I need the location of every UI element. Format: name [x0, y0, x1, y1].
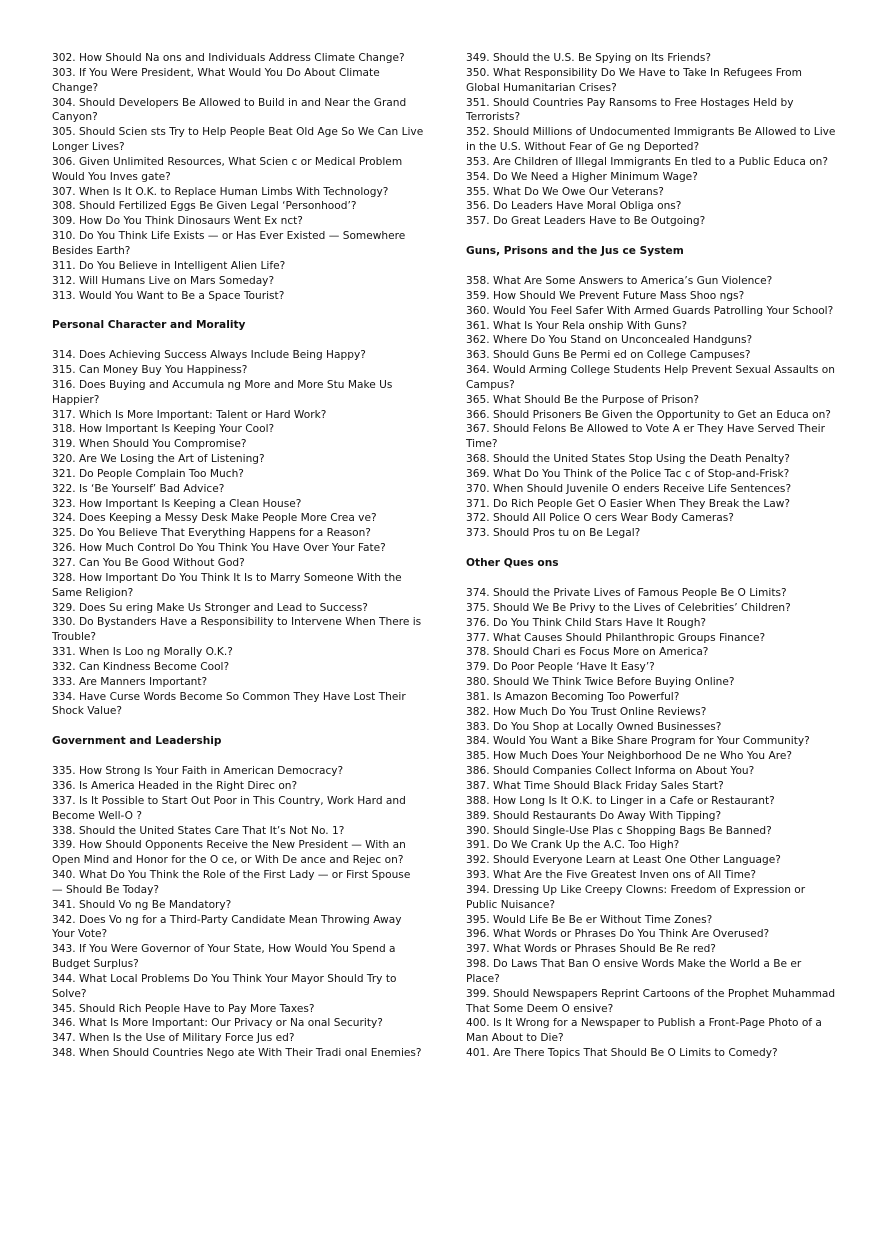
question-item: 305. Should Scien sts Try to Help People Beat Old Age So We Can Live Longer Lives?	[52, 126, 424, 154]
section-heading: Government and Leadership	[52, 735, 222, 748]
question-item: 374. Should the Private Lives of Famous People Be O Limits?	[466, 587, 787, 599]
question-item: 366. Should Prisoners Be Given the Opportunity to Get an Educa on?	[466, 408, 831, 421]
question-item: 337. Is It Possible to Start Out Poor in This Country, Work Hard and Become Well-O ?	[52, 794, 406, 822]
question-item: 317. Which Is More Important: Talent or Hard Work?	[52, 408, 327, 421]
question-item: 380. Should We Think Twice Before Buying Online?	[466, 676, 735, 689]
question-item: 386. Should Companies Collect Informa on About You?	[466, 765, 755, 778]
question-item: 375. Should We Be Privy to the Lives of Celebrities’ Children?	[466, 601, 791, 614]
question-item: 351. Should Countries Pay Ransoms to Free Hostages Held by Terrorists?	[466, 96, 794, 124]
question-item: 358. What Are Some Answers to America’s Gun Violence?	[466, 274, 773, 287]
question-item: 328. How Important Do You Think It Is to Marry Someone With the Same Religion?	[52, 571, 402, 599]
question-item: 371. Do Rich People Get O Easier When They Break the Law?	[466, 497, 791, 510]
question-item: 382. How Much Do You Trust Online Reviews?	[466, 705, 707, 718]
question-item: 309. How Do You Think Dinosaurs Went Ex nct?	[52, 215, 303, 228]
question-item: 394. Dressing Up Like Creepy Clowns: Freedom of Expression or Public Nuisance?	[466, 883, 806, 911]
question-item: 340. What Do You Think the Role of the First Lady — or First Spouse — Should Be Today?	[52, 869, 411, 896]
question-item: 333. Are Manners Important?	[52, 675, 208, 688]
question-item: 395. Would Life Be Be er Without Time Zones?	[466, 913, 713, 926]
question-item: 390. Should Single-Use Plas c Shopping Bags Be Banned?	[466, 824, 772, 837]
question-item: 330. Do Bystanders Have a Responsibility to Intervene When There is Trouble?	[52, 616, 422, 644]
question-item: 397. What Words or Phrases Should Be Re red?	[466, 943, 716, 956]
question-item: 326. How Much Control Do You Think You Have Over Your Fate?	[52, 542, 386, 555]
question-item: 376. Do You Think Child Stars Have It Rough?	[466, 616, 707, 629]
question-item: 379. Do Poor People ‘Have It Easy’?	[466, 661, 655, 674]
question-item: 304. Should Developers Be Allowed to Build in and Near the Grand Canyon?	[52, 96, 407, 124]
question-item: 353. Are Children of Illegal Immigrants En tled to a Public Educa on?	[466, 155, 829, 168]
question-item: 367. Should Felons Be Allowed to Vote A er They Have Served Their Time?	[466, 423, 825, 451]
question-item: 311. Do You Believe in Intelligent Alien Life?	[52, 259, 286, 272]
question-item: 338. Should the United States Care That It’s Not No. 1?	[52, 824, 345, 837]
question-item: 344. What Local Problems Do You Think Your Mayor Should Try to Solve?	[52, 972, 397, 1000]
question-item: 323. How Important Is Keeping a Clean House?	[52, 497, 302, 510]
question-item: 316. Does Buying and Accumula ng More and More Stu Make Us Happier?	[52, 378, 393, 406]
question-item: 334. Have Curse Words Become So Common They Have Lost Their Shock Value?	[52, 690, 406, 718]
question-item: 312. Will Humans Live on Mars Someday?	[52, 274, 275, 287]
question-item: 320. Are We Losing the Art of Listening?	[52, 453, 265, 466]
section-heading: Personal Character and Morality	[52, 319, 246, 332]
question-item: 370. When Should Juvenile O enders Receive Life Sentences?	[466, 482, 792, 495]
question-item: 321. Do People Complain Too Much?	[52, 467, 244, 480]
question-item: 373. Should Pros tu on Be Legal?	[466, 527, 641, 540]
question-item: 314. Does Achieving Success Always Include Being Happy?	[52, 349, 366, 362]
question-item: 339. How Should Opponents Receive the New President — With an Open Mind and Honor for the O ce, or With De ance and Rejec on?	[52, 839, 406, 867]
question-item: 368. Should the United States Stop Using the Death Penalty?	[466, 453, 790, 466]
question-item: 349. Should the U.S. Be Spying on Its Friends?	[466, 52, 712, 64]
question-item: 336. Is America Headed in the Right Direc on?	[52, 779, 298, 792]
question-item: 400. Is It Wrong for a Newspaper to Publish a Front-Page Photo of a Man About to Die?	[466, 1017, 822, 1045]
question-item: 377. What Causes Should Philanthropic Groups Finance?	[466, 631, 766, 644]
question-item: 362. Where Do You Stand on Unconcealed Handguns?	[466, 334, 753, 347]
question-item: 315. Can Money Buy You Happiness?	[52, 364, 248, 377]
question-item: 322. Is ‘Be Yourself’ Bad Advice?	[52, 482, 225, 495]
question-item: 383. Do You Shop at Locally Owned Businesses?	[466, 720, 722, 733]
question-item: 350. What Responsibility Do We Have to Take In Refugees From Global Humanitarian Crises?	[466, 66, 802, 94]
question-item: 341. Should Vo ng Be Mandatory?	[52, 898, 232, 911]
question-item: 399. Should Newspapers Reprint Cartoons of the Prophet Muhammad That Some Deem O ensive?	[466, 987, 836, 1015]
question-item: 319. When Should You Compromise?	[52, 438, 247, 451]
question-item: 303. If You Were President, What Would You Do About Climate Change?	[52, 66, 380, 94]
question-item: 388. How Long Is It O.K. to Linger in a Cafe or Restaurant?	[466, 794, 775, 807]
question-item: 354. Do We Need a Higher Minimum Wage?	[466, 170, 698, 183]
question-item: 359. How Should We Prevent Future Mass Shoo ngs?	[466, 289, 745, 302]
question-item: 355. What Do We Owe Our Veterans?	[466, 185, 664, 198]
question-item: 302. How Should Na ons and Individuals Address Climate Change?	[52, 52, 405, 64]
left-column	[52, 51, 424, 1061]
question-item: 324. Does Keeping a Messy Desk Make People More Crea ve?	[52, 512, 377, 525]
section-heading: Other Ques ons	[466, 557, 559, 570]
question-item: 306. Given Unlimited Resources, What Scien c or Medical Problem Would You Inves gate?	[52, 155, 403, 183]
question-item: 378. Should Chari es Focus More on America?	[466, 646, 709, 659]
question-item: 356. Do Leaders Have Moral Obliga ons?	[466, 200, 682, 213]
section-heading: Guns, Prisons and the Jus ce System	[466, 245, 684, 258]
question-item: 325. Do You Believe That Everything Happens for a Reason?	[52, 527, 371, 540]
question-item: 332. Can Kindness Become Cool?	[52, 660, 230, 673]
question-item: 392. Should Everyone Learn at Least One Other Language?	[466, 854, 781, 867]
question-item: 387. What Time Should Black Friday Sales Start?	[466, 779, 724, 792]
question-item: 348. When Should Countries Nego ate With Their Tradi onal Enemies?	[52, 1047, 422, 1060]
question-item: 342. Does Vo ng for a Third-Party Candidate Mean Throwing Away Your Vote?	[52, 913, 402, 941]
question-item: 347. When Is the Use of Military Force Jus ed?	[52, 1032, 295, 1045]
question-item: 313. Would You Want to Be a Space Tourist?	[52, 289, 285, 302]
question-item: 308. Should Fertilized Eggs Be Given Legal ‘Personhood’?	[52, 200, 357, 213]
question-item: 396. What Words or Phrases Do You Think Are Overused?	[466, 928, 770, 941]
question-item: 310. Do You Think Life Exists — or Has Ever Existed — Somewhere Besides Earth?	[52, 230, 406, 257]
question-item: 345. Should Rich People Have to Pay More Taxes?	[52, 1002, 315, 1015]
question-item: 365. What Should Be the Purpose of Prison?	[466, 393, 700, 406]
question-item: 384. Would You Want a Bike Share Program for Your Community?	[466, 735, 810, 748]
question-item: 401. Are There Topics That Should Be O Limits to Comedy?	[466, 1047, 778, 1060]
question-item: 327. Can You Be Good Without God?	[52, 557, 245, 569]
question-item: 389. Should Restaurants Do Away With Tipping?	[466, 809, 722, 822]
question-item: 343. If You Were Governor of Your State, How Would You Spend a Budget Surplus?	[52, 943, 396, 971]
question-item: 398. Do Laws That Ban O ensive Words Make the World a Be er Place?	[466, 958, 802, 985]
question-item: 393. What Are the Five Greatest Inven ons of All Time?	[466, 869, 757, 882]
question-item: 364. Would Arming College Students Help Prevent Sexual Assaults on Campus?	[466, 364, 835, 391]
question-item: 346. What Is More Important: Our Privacy or Na onal Security?	[52, 1017, 383, 1030]
question-item: 360. Would You Feel Safer With Armed Guards Patrolling Your School?	[466, 304, 834, 317]
question-item: 318. How Important Is Keeping Your Cool?	[52, 423, 275, 436]
question-item: 381. Is Amazon Becoming Too Powerful?	[466, 690, 680, 703]
question-item: 372. Should All Police O cers Wear Body Cameras?	[466, 512, 734, 525]
question-item: 352. Should Millions of Undocumented Immigrants Be Allowed to Live in the U.S. Without Fear of Ge ng Deported?	[466, 126, 836, 154]
question-item: 361. What Is Your Rela onship With Guns?	[466, 319, 688, 332]
question-item: 385. How Much Does Your Neighborhood De ne Who You Are?	[466, 750, 793, 763]
question-item: 357. Do Great Leaders Have to Be Outgoing?	[466, 215, 706, 228]
question-item: 331. When Is Loo ng Morally O.K.?	[52, 646, 233, 659]
question-item: 307. When Is It O.K. to Replace Human Limbs With Technology?	[52, 185, 389, 198]
question-item: 369. What Do You Think of the Police Tac c of Stop-and-Frisk?	[466, 467, 790, 480]
question-item: 335. How Strong Is Your Faith in American Democracy?	[52, 765, 344, 778]
question-item: 329. Does Su ering Make Us Stronger and Lead to Success?	[52, 601, 368, 614]
question-item: 391. Do We Crank Up the A.C. Too High?	[466, 839, 680, 852]
right-column	[466, 51, 838, 1061]
question-item: 363. Should Guns Be Permi ed on College Campuses?	[466, 349, 751, 362]
